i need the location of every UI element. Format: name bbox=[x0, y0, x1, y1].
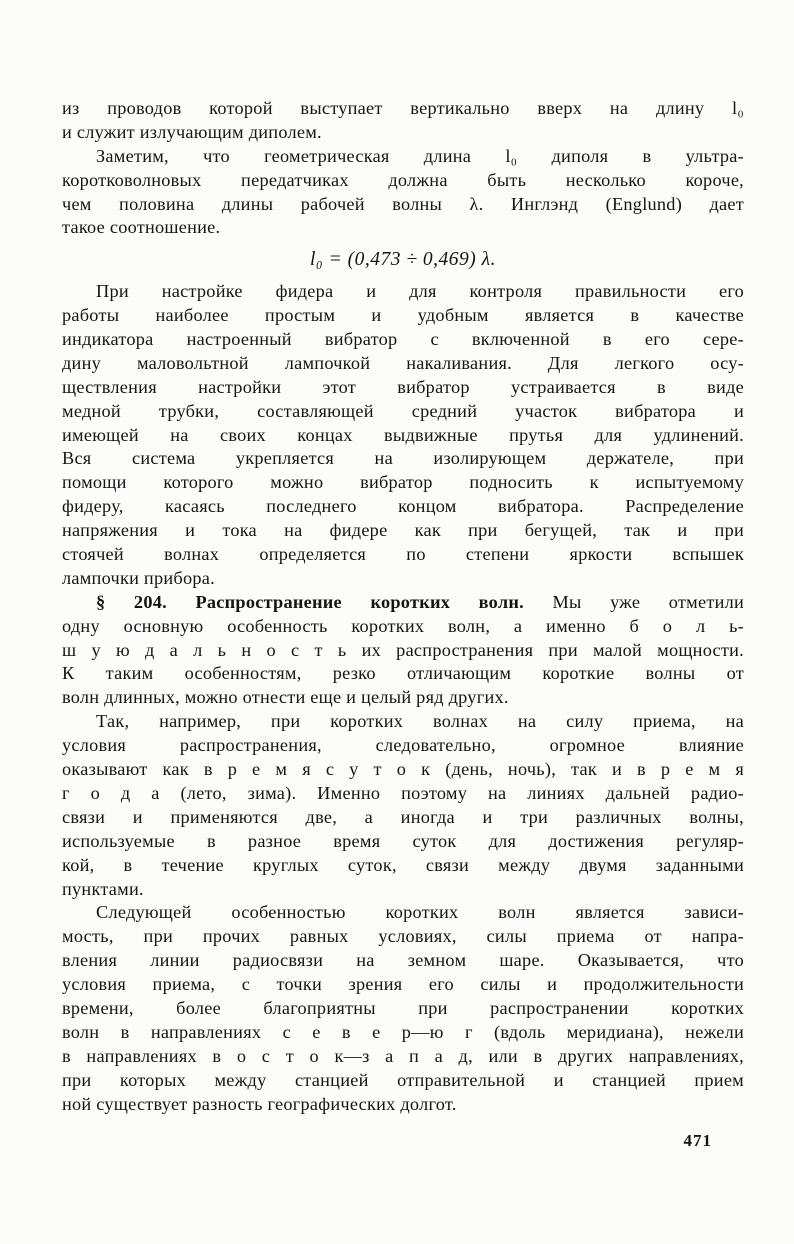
text-line: пунктами. bbox=[62, 878, 144, 899]
text-line: одну основную особенность коротких волн, а именно б о л ь- bbox=[62, 615, 744, 636]
formula: l₀ = (0,473 ÷ 0,469) λ. bbox=[310, 249, 496, 271]
text-line: используемые в разное время суток для достижения регуляр- bbox=[62, 830, 744, 851]
text-line: г о д а (лето, зима). Именно поэтому на линиях дальней радио- bbox=[62, 782, 744, 803]
text-line: При настройке фидера и для контроля правильности его bbox=[96, 281, 744, 302]
text-line: условия приема, с точки зрения его силы и продолжительности bbox=[62, 974, 744, 995]
text-line: оказывают как в р е м я с у т о к (день, ночь), так и в р е м я bbox=[62, 759, 744, 780]
text-line: К таким особенностям, резко отличающим короткие волны от bbox=[62, 663, 744, 684]
text-line: помощи которого можно вибратор подносить к испытуемому bbox=[62, 472, 744, 493]
text-line: такое соотношение. bbox=[62, 217, 221, 238]
text-line: работы наиболее простым и удобным является в качестве bbox=[62, 305, 744, 326]
text-line: условия распространения, следовательно, огромное влияние bbox=[62, 735, 744, 756]
text-run: Мы уже отметили bbox=[523, 591, 744, 612]
text-line: ш у ю д а л ь н о с т ь их распространения при малой мощности. bbox=[62, 639, 744, 660]
text-line: времени, более благоприятны при распространении коротких bbox=[62, 997, 744, 1018]
section-heading: § 204. Распространение коротких волн. bbox=[96, 591, 524, 612]
text-line: волн длинных, можно отнести еще и целый ряд других. bbox=[62, 687, 509, 708]
text-line: фидеру, касаясь последнего концом вибратора. Распределение bbox=[62, 496, 744, 517]
text-line: медной трубки, составляющей средний участок вибратора и bbox=[62, 400, 744, 421]
text-line: дину маловольтной лампочкой накаливания. Для легкого осу- bbox=[62, 352, 744, 373]
text-line: при которых между станцией отправительной и станцией прием bbox=[62, 1069, 744, 1090]
text-line: ществления настройки этот вибратор устраивается в виде bbox=[62, 376, 744, 397]
text-line: ной существует разность географических долгот. bbox=[62, 1093, 457, 1114]
text-line: коротковолновых передатчиках должна быть несколько короче, bbox=[62, 169, 744, 190]
text-line: Заметим, что геометрическая длина l₀ диполя в ультра- bbox=[96, 145, 744, 166]
text-line: волн в направлениях с е в е р—ю г (вдоль меридиана), нежели bbox=[62, 1021, 744, 1042]
text-line: связи и применяются две, а иногда и три различных волны, bbox=[62, 806, 744, 827]
text-line: стоячей волнах определяется по степени яркости вспышек bbox=[62, 544, 744, 565]
text-line: мость, при прочих равных условиях, силы приема от напра- bbox=[62, 926, 744, 947]
page-number: 471 bbox=[683, 1131, 712, 1151]
text-line: индикатора настроенный вибратор с включенной в его сере- bbox=[62, 329, 744, 350]
text-line: в направлениях в о с т о к—з а п а д, или в других направлениях, bbox=[62, 1045, 744, 1066]
text-line: вления линии радиосвязи на земном шаре. Оказывается, что bbox=[62, 950, 744, 971]
text-line: Так, например, при коротких волнах на силу приема, на bbox=[96, 711, 744, 732]
text-line: из проводов которой выступает вертикально вверх на длину l₀ bbox=[62, 98, 744, 118]
text-line: кой, в течение круглых суток, связи между двумя заданными bbox=[62, 854, 744, 875]
text-line: лампочки прибора. bbox=[62, 567, 215, 588]
text-line: имеющей на своих концах выдвижные прутья для удлинений. bbox=[62, 424, 744, 445]
page-text bbox=[62, 97, 744, 1116]
text-line: напряжения и тока на фидере как при бегущей, так и при bbox=[62, 520, 744, 541]
text-line: Следующей особенностью коротких волн является зависи- bbox=[96, 902, 744, 923]
text-line: чем половина длины рабочей волны λ. Инглэнд (Englund) дает bbox=[62, 193, 744, 214]
text-line: и служит излучающим диполем. bbox=[62, 121, 322, 142]
text-line bbox=[62, 591, 744, 615]
text-line: Вся система укрепляется на изолирующем держателе, при bbox=[62, 448, 744, 469]
